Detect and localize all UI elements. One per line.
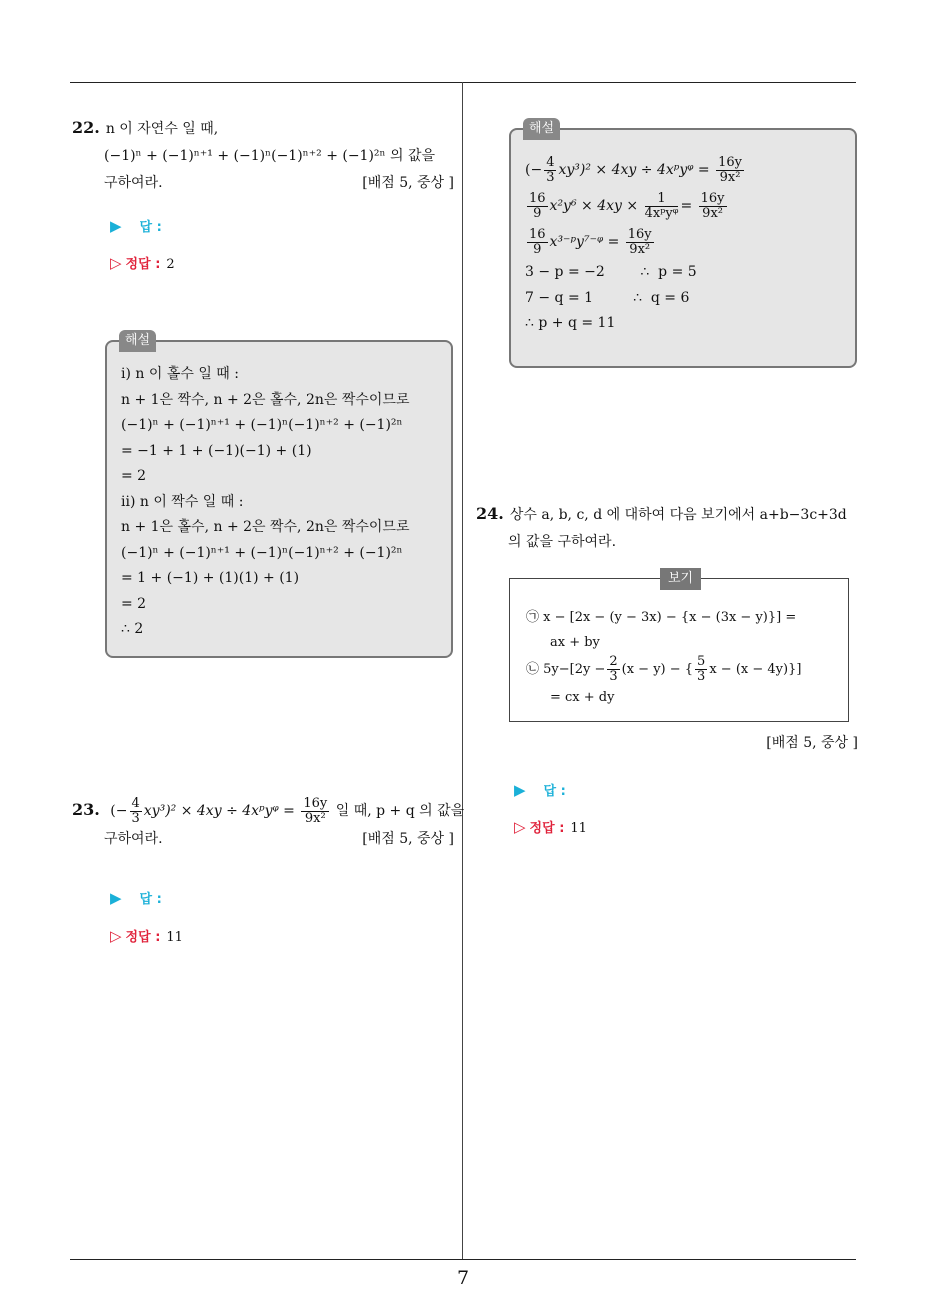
solution-line: (−1)ⁿ + (−1)ⁿ⁺¹ + (−1)ⁿ(−1)ⁿ⁺² + (−1)²ⁿ <box>121 544 403 561</box>
question-22 <box>72 114 454 197</box>
correct-value: 11 <box>166 930 183 945</box>
solution-line: = 1 + (−1) + (1)(1) + (1) <box>121 570 300 586</box>
top-rule <box>70 82 856 83</box>
score-label: [배점 5, 중상 ] <box>362 830 454 847</box>
solution-line: = −1 + 1 + (−1)(−1) + (1) <box>121 442 312 459</box>
play-triangle-icon: ▶ <box>514 781 526 799</box>
play-triangle-icon: ▶ <box>110 889 122 907</box>
solution-line: 3 − p = −2 ∴ p = 5 <box>525 264 697 280</box>
correct-answer-line <box>514 817 587 836</box>
question-text: n 이 자연수 일 때, <box>105 121 219 137</box>
solution-box-22 <box>105 333 453 658</box>
solution-line: (−1)ⁿ + (−1)ⁿ⁺¹ + (−1)ⁿ(−1)ⁿ⁺² + (−1)²ⁿ <box>121 417 403 433</box>
solution-tag: 해설 <box>119 330 156 352</box>
expr-mid: xy³)² × 4xy ÷ 4xᵖyᵠ = <box>143 803 295 819</box>
play-triangle-icon: ▶ <box>110 217 122 235</box>
correct-value: 2 <box>166 257 175 272</box>
example-item-b: ㉡ 5y−[2y − $\frac{2}{3}$ (x − y) − { $\frac{5}{3}$ x − (x − 4y)}] <box>526 654 802 684</box>
question-text: 상수 a, b, c, d 에 대하여 다음 보기에서 a+b−3c+3d <box>509 507 847 523</box>
score-label: [배점 5, 중상 ] <box>766 735 858 751</box>
fraction: $\frac{4}{3}$ <box>131 795 140 826</box>
solution-line: n + 1은 홀수, n + 2은 짝수, 2n은 짝수이므로 <box>121 519 410 535</box>
correct-label: 정답 : <box>125 257 161 272</box>
answer-label: 답 : <box>139 892 162 907</box>
column-divider <box>462 82 463 1260</box>
example-item-a: ㉠ x − [2x − (y − 3x) − {x − (3x − y)}] = <box>526 610 797 625</box>
fraction: $\frac{16y}{\text{9x²}}$ <box>303 795 328 826</box>
solution-box-23 <box>509 121 857 368</box>
solution-line: (− $\frac{4}{3}$ xy³)² × 4xy ÷ 4xᵖyᵠ = $\frac{16y}{\text{9x²}}$ <box>525 154 742 185</box>
correct-value: 11 <box>570 821 587 836</box>
correct-label: 정답 : <box>125 930 161 945</box>
solution-line: ii) n 이 짝수 일 때 : <box>121 493 244 510</box>
correct-answer-line <box>110 253 175 272</box>
answer-line <box>110 888 162 907</box>
play-triangle-outline-icon: ▷ <box>110 927 122 945</box>
question-text: 의 값을 구하여라. <box>508 534 617 550</box>
answer-label: 답 : <box>139 220 162 235</box>
page-number: 7 <box>456 1267 470 1289</box>
play-triangle-outline-icon: ▷ <box>110 254 122 272</box>
bottom-rule <box>70 1259 856 1260</box>
solution-line: ∴ 2 <box>121 621 144 637</box>
question-24 <box>476 500 860 556</box>
solution-line: = 2 <box>121 468 147 484</box>
solution-line: ∴ p + q = 11 <box>525 315 616 331</box>
question-number: 22. <box>72 118 100 137</box>
solution-line: i) n 이 홀수 일 때 : <box>121 366 239 382</box>
play-triangle-outline-icon: ▷ <box>514 818 526 836</box>
question-number: 23. <box>72 800 100 819</box>
correct-answer-line <box>110 926 183 945</box>
solution-line: = 2 <box>121 595 147 612</box>
solution-line: $\frac{16}{9}$ x³⁻ᵖy⁷⁻ᵠ = $\frac{16y}{\text{9x²}}$ <box>529 226 652 257</box>
score-label: [배점 5, 중상 ] <box>362 175 454 191</box>
question-text: 일 때, p + q 의 값을 <box>335 803 465 819</box>
example-item-a-cont: ax + by <box>550 635 600 650</box>
question-23 <box>72 795 465 853</box>
expr-open: (− <box>110 803 128 819</box>
solution-line: n + 1은 짝수, n + 2은 홀수, 2n은 짝수이므로 <box>121 391 410 408</box>
solution-tag: 해설 <box>523 118 560 140</box>
solution-line: 7 − q = 1 ∴ q = 6 <box>525 289 690 306</box>
answer-line <box>514 780 566 799</box>
correct-label: 정답 : <box>529 821 565 836</box>
example-item-b-cont: = cx + dy <box>550 690 615 705</box>
example-box <box>509 571 849 722</box>
question-text: 구하여라. <box>104 175 163 191</box>
solution-line: $\frac{16}{9}$ x²y⁶ × 4xy × $\frac{1}{\text{4xᵖyᵠ}}$ = $\frac{16y}{\text{9x²}}$ <box>529 190 725 221</box>
answer-label: 답 : <box>543 784 566 799</box>
example-tag: 보기 <box>660 568 701 590</box>
answer-line <box>110 216 162 235</box>
question-text: 구하여라. <box>104 830 163 847</box>
question-number: 24. <box>476 504 504 523</box>
question-expression: (−1)ⁿ + (−1)ⁿ⁺¹ + (−1)ⁿ(−1)ⁿ⁺² + (−1)²ⁿ 의 값을 <box>104 148 436 164</box>
